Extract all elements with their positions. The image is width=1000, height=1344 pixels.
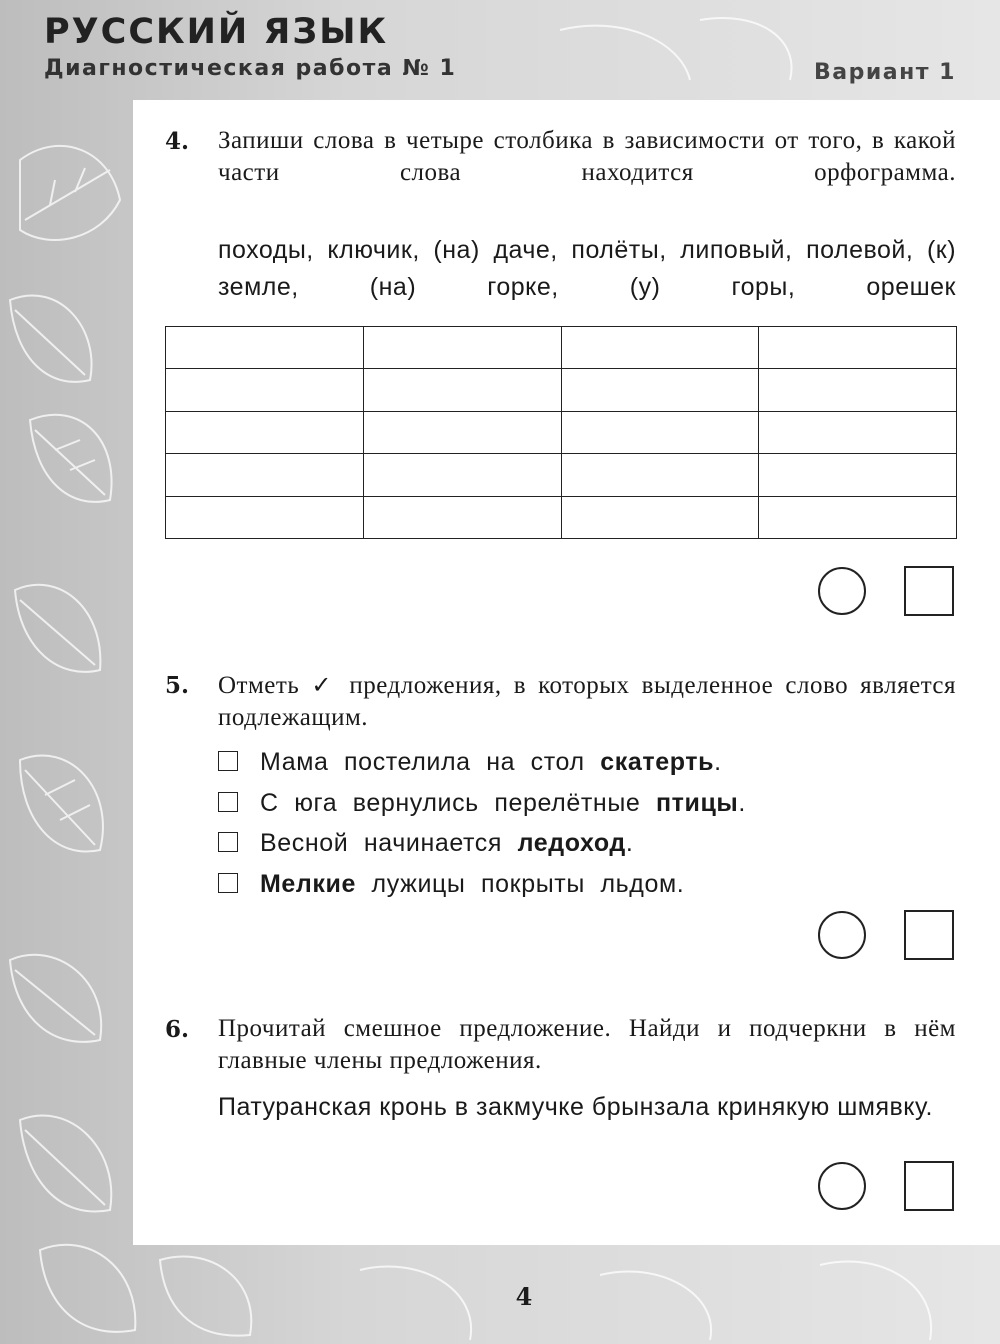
- table-cell[interactable]: [561, 496, 759, 538]
- checkmark-icon: ✓: [311, 671, 338, 699]
- word-item: горке,: [487, 273, 559, 301]
- table-cell[interactable]: [363, 496, 561, 538]
- word-item: ключик,: [327, 236, 420, 264]
- word-item: полёты,: [571, 236, 667, 264]
- checkbox[interactable]: [218, 873, 238, 893]
- table-cell[interactable]: [759, 411, 957, 453]
- instruction-text: Отметь: [218, 672, 300, 699]
- table-cell[interactable]: [166, 369, 364, 411]
- option-highlight: птицы: [655, 789, 739, 817]
- word-item: (на): [433, 236, 480, 264]
- score-box[interactable]: [904, 910, 954, 960]
- word-item: даче,: [493, 236, 558, 264]
- word-item: горы,: [731, 273, 796, 301]
- table-cell[interactable]: [759, 496, 957, 538]
- checkbox[interactable]: [218, 832, 238, 852]
- option-text: Весной начинается: [260, 829, 518, 857]
- task-4-number: 4.: [165, 128, 190, 155]
- checkbox[interactable]: [218, 792, 238, 812]
- word-item: (на): [369, 273, 417, 301]
- option-text: С юга вернулись перелётные: [260, 789, 656, 817]
- word-item: земле,: [218, 273, 299, 301]
- task-6-sentence: Патуранская кронь в закмучке брынзала кринякую шмявку.: [218, 1093, 933, 1121]
- table-cell[interactable]: [166, 496, 364, 538]
- table-cell[interactable]: [363, 454, 561, 496]
- table-cell[interactable]: [166, 411, 364, 453]
- score-circle[interactable]: [818, 1162, 866, 1210]
- table-cell[interactable]: [363, 411, 561, 453]
- table-cell[interactable]: [561, 369, 759, 411]
- option-highlight: Мелкие: [260, 870, 356, 898]
- option-3[interactable]: [218, 828, 633, 858]
- task-4-word-list: [218, 232, 956, 306]
- option-2[interactable]: [218, 788, 746, 818]
- table-cell[interactable]: [561, 411, 759, 453]
- task-4-instruction: Запиши слова в четыре столбика в зависимости от того, в какой части слова находится орфограмма.: [218, 127, 956, 186]
- table-cell[interactable]: [166, 327, 364, 369]
- score-box[interactable]: [904, 1161, 954, 1211]
- work-title: Диагностическая работа № 1: [44, 56, 457, 81]
- option-highlight: скатерть: [600, 748, 715, 776]
- option-text: .: [714, 748, 722, 776]
- word-item: походы,: [218, 236, 314, 264]
- word-item: (у): [629, 273, 661, 301]
- word-item: липовый,: [680, 236, 793, 264]
- task-5-number: 5.: [165, 672, 190, 699]
- word-item: (к): [926, 236, 957, 264]
- table-cell[interactable]: [561, 454, 759, 496]
- score-circle[interactable]: [818, 567, 866, 615]
- table-cell[interactable]: [759, 369, 957, 411]
- checkbox[interactable]: [218, 751, 238, 771]
- option-text: .: [738, 789, 746, 817]
- instruction-text: предложения, в которых выделенное слово является подлежащим.: [218, 672, 957, 731]
- option-text: лужицы покрыты льдом.: [356, 870, 685, 898]
- page-number: 4: [515, 1282, 533, 1311]
- variant-label: Вариант 1: [813, 60, 956, 85]
- table-cell[interactable]: [166, 454, 364, 496]
- subject-title: РУССКИЙ ЯЗЫК: [44, 12, 389, 52]
- option-text: .: [625, 829, 634, 857]
- table-cell[interactable]: [363, 369, 561, 411]
- table-cell[interactable]: [759, 454, 957, 496]
- option-highlight: ледоход: [517, 829, 626, 857]
- score-circle[interactable]: [818, 911, 866, 959]
- option-1[interactable]: [218, 747, 722, 777]
- table-cell[interactable]: [759, 327, 957, 369]
- word-item: орешек: [866, 273, 956, 301]
- option-4[interactable]: [218, 869, 684, 899]
- table-cell[interactable]: [561, 327, 759, 369]
- answer-table: [165, 326, 957, 539]
- score-box[interactable]: [904, 566, 954, 616]
- word-item: полевой,: [806, 236, 914, 264]
- task-6-number: 6.: [165, 1016, 190, 1043]
- table-cell[interactable]: [363, 327, 561, 369]
- task-5-instruction: [218, 669, 956, 734]
- option-text: Мама постелила на стол: [260, 748, 601, 776]
- task-6-instruction: Прочитай смешное предложение. Найди и подчеркни в нём главные члены предложения.: [218, 1015, 956, 1074]
